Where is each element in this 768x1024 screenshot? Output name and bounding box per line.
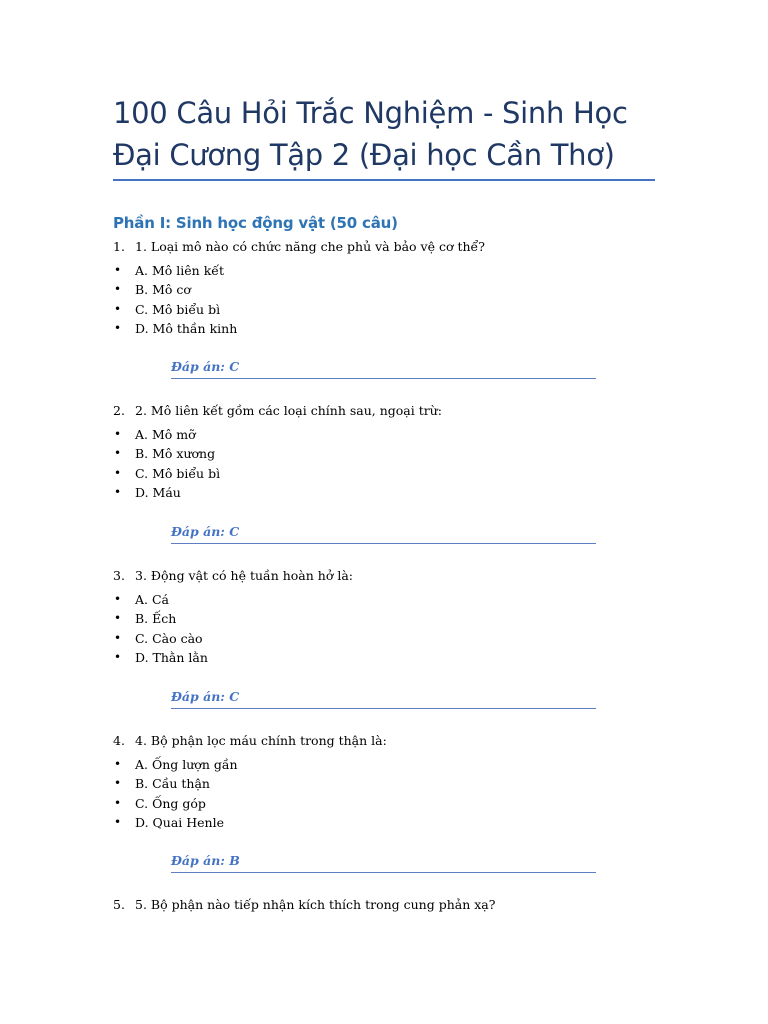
answer-text: Đáp án: C	[171, 689, 240, 704]
bullet-icon: •	[114, 446, 122, 461]
bullet-icon: •	[114, 649, 122, 664]
bullet-icon: •	[114, 795, 122, 810]
question-text: 2. Mô liên kết gồm các loại chính sau, ngoại trừ:	[135, 403, 442, 418]
answer-text: Đáp án: B	[171, 853, 240, 868]
bullet-icon: •	[114, 611, 122, 626]
answer-block	[171, 852, 596, 873]
question-number: 1.	[113, 239, 125, 254]
option-text: A. Mô mỡ	[135, 427, 196, 442]
answer-text: Đáp án: C	[171, 524, 240, 539]
question-5	[113, 896, 673, 914]
title-underline	[113, 179, 655, 181]
option-text: C. Mô biểu bì	[135, 465, 221, 481]
option-text: B. Mô xương	[135, 446, 216, 462]
bullet-icon: •	[114, 592, 122, 606]
question-3	[113, 567, 673, 704]
question-4	[113, 732, 673, 868]
bullet-icon: •	[114, 757, 122, 771]
question-text: 4. Bộ phận lọc máu chính trong thận là:	[135, 733, 387, 748]
option-text: C. Ống góp	[135, 795, 206, 811]
question-number: 4.	[113, 733, 125, 748]
answer-block	[171, 688, 596, 709]
bullet-icon: •	[114, 630, 122, 645]
answer-block	[171, 523, 596, 544]
bullet-icon: •	[114, 465, 122, 480]
question-text: 1. Loại mô nào có chức năng che phủ và bảo vệ cơ thể?	[135, 239, 485, 254]
option-text: D. Quai Henle	[135, 814, 224, 830]
question-number: 5.	[113, 897, 125, 912]
bullet-icon: •	[114, 776, 122, 791]
question-2	[113, 402, 673, 539]
option-text: D. Mô thần kinh	[135, 320, 238, 336]
question-text: 3. Động vật có hệ tuần hoàn hở là:	[135, 568, 353, 583]
bullet-icon: •	[114, 320, 122, 335]
option-text: C. Mô biểu bì	[135, 301, 221, 317]
bullet-icon: •	[114, 814, 122, 829]
option-text: A. Cá	[135, 592, 169, 607]
question-number: 3.	[113, 568, 125, 583]
option-text: B. Cầu thận	[135, 776, 210, 792]
option-text: B. Ếch	[135, 611, 177, 627]
bullet-icon: •	[114, 484, 122, 499]
bullet-icon: •	[114, 282, 122, 297]
document-title: 100 Câu Hỏi Trắc Nghiệm - Sinh Học Đại Cương Tập 2 (Đại học Cần Thơ)	[113, 96, 628, 172]
question-number: 2.	[113, 403, 125, 418]
bullet-icon: •	[114, 427, 122, 441]
answer-text: Đáp án: C	[171, 359, 240, 374]
answer-block	[171, 358, 596, 379]
bullet-icon: •	[114, 301, 122, 316]
option-text: D. Thằn lằn	[135, 649, 208, 665]
question-text: 5. Bộ phận nào tiếp nhận kích thích trong cung phản xạ?	[135, 897, 496, 912]
option-text: D. Máu	[135, 484, 181, 500]
section-heading: Phần I: Sinh học động vật (50 câu)	[113, 214, 398, 232]
option-text: A. Ống lượn gần	[135, 757, 238, 772]
option-text: C. Cào cào	[135, 630, 203, 646]
option-text: A. Mô liên kết	[135, 263, 224, 278]
bullet-icon: •	[114, 263, 122, 277]
option-text: B. Mô cơ	[135, 282, 191, 298]
question-1	[113, 238, 673, 374]
